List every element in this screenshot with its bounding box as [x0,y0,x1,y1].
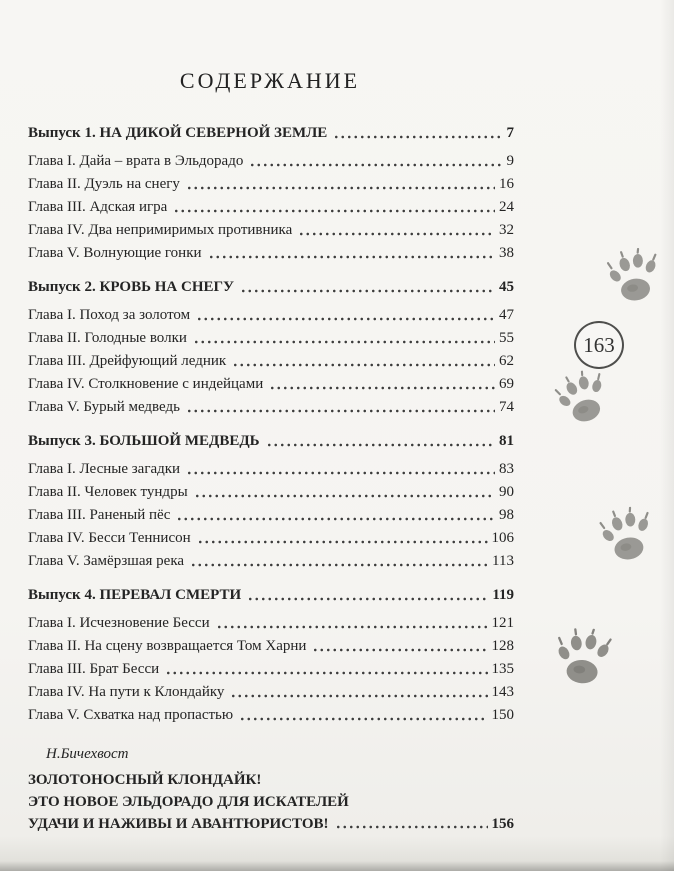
chapter-row [28,635,514,658]
entry-page: 143 [491,684,514,700]
toc-section [28,430,514,573]
entry-title: Глава V. Волнующие гонки [28,245,202,261]
dot-leader [269,384,495,392]
dot-leader [165,669,487,677]
entry-title: Глава IV. Два непримиримых противника [28,222,293,238]
entry-title: Выпуск 3. БОЛЬШОЙ МЕДВЕДЬ [28,433,260,449]
dot-leader [196,315,495,323]
dot-leader [298,230,495,238]
section-header [28,430,514,453]
entry-title: Глава IV. Столкновение с индейцами [28,376,264,392]
entry-title: Глава III. Дрейфующий ледник [28,353,227,369]
bear-paw-print-icon [592,503,659,570]
entry-title: Глава I. Исчезновение Бесси [28,615,210,631]
entry-page: 7 [506,125,514,141]
page-edge-shadow [0,861,674,871]
entry-page: 45 [499,279,514,295]
entry-title: Глава V. Схватка над пропастью [28,707,234,723]
dot-leader [333,133,502,141]
entry-title: Глава IV. На пути к Клондайку [28,684,225,700]
chapter-row [28,681,514,704]
dot-leader [194,492,495,500]
entry-title: Глава IV. Бесси Теннисон [28,530,191,546]
entry-title: Выпуск 1. НА ДИКОЙ СЕВЕРНОЙ ЗЕМЛЕ [28,125,328,141]
toc-section [28,276,514,419]
chapter-row [28,242,514,265]
entry-page: 62 [499,353,514,369]
dot-leader [208,253,495,261]
entry-title: Глава III. Адская игра [28,199,168,215]
entry-title: Глава V. Замёрзшая река [28,553,185,569]
entry-page: 156 [491,816,514,832]
dot-leader [232,361,495,369]
chapter-row [28,481,514,504]
entry-title: Глава I. Поход за золотом [28,307,191,323]
chapter-row [28,196,514,219]
section-header [28,276,514,299]
entry-title: Выпуск 4. ПЕРЕВАЛ СМЕРТИ [28,587,242,603]
dot-leader [230,692,487,700]
entry-page: 81 [499,433,514,449]
appendix-title-line: ЗОЛОТОНОСНЫЙ КЛОНДАЙК! [28,772,262,788]
appendix-title-line: ЭТО НОВОЕ ЭЛЬДОРАДО ДЛЯ ИСКАТЕЛЕЙ [28,794,349,810]
chapter-row [28,550,514,573]
entry-title: Выпуск 2. КРОВЬ НА СНЕГУ [28,279,235,295]
dot-leader [335,823,488,831]
dot-leader [239,715,487,723]
chapter-row [28,373,514,396]
dot-leader [240,287,495,295]
entry-page: 128 [491,638,514,654]
entry-page: 121 [491,615,514,631]
dot-leader [266,441,495,449]
entry-title: Глава II. Дуэль на снегу [28,176,180,192]
chapter-row [28,327,514,350]
chapter-row [28,458,514,481]
entry-title: Глава I. Дайа – врата в Эльдорадо [28,153,244,169]
entry-page: 150 [491,707,514,723]
entry-page: 119 [492,587,514,603]
entry-title: Глава V. Бурый медведь [28,399,180,415]
dot-leader [186,407,495,415]
dot-leader [312,646,487,654]
toc-section [28,122,514,265]
bear-paw-print-icon [600,245,666,311]
dot-leader [173,207,495,215]
dot-leader [247,595,488,603]
toc-sections [28,122,514,727]
entry-page: 9 [506,153,514,169]
entry-title: Глава III. Раненый пёс [28,507,171,523]
entry-title: Глава I. Лесные загадки [28,461,181,477]
entry-title: Глава II. Голодные волки [28,330,187,346]
entry-title: Глава II. На сцену возвращается Том Харни [28,638,307,654]
dot-leader [216,623,488,631]
entry-title: Глава II. Человек тундры [28,484,188,500]
entry-page: 113 [492,553,514,569]
entry-page: 69 [499,376,514,392]
entry-page: 90 [499,484,514,500]
table-of-contents [28,122,514,835]
chapter-row [28,396,514,419]
chapter-row [28,504,514,527]
entry-page: 55 [499,330,514,346]
entry-page: 74 [499,399,514,415]
section-header [28,584,514,607]
dot-leader [190,561,488,569]
dot-leader [176,515,495,523]
chapter-row [28,658,514,681]
dot-leader [197,538,488,546]
chapter-row [28,304,514,327]
appendix-author: Н.Бичехвост [46,746,129,762]
chapter-row [28,350,514,373]
entry-page: 135 [491,661,514,677]
dot-leader [193,338,495,346]
chapter-row [28,173,514,196]
dot-leader [186,184,495,192]
entry-page: 32 [499,222,514,238]
entry-page: 38 [499,245,514,261]
entry-page: 106 [491,530,514,546]
chapter-row [28,612,514,635]
entry-page: 16 [499,176,514,192]
chapter-row [28,527,514,550]
entry-page: 98 [499,507,514,523]
toc-section [28,584,514,727]
entry-title: Глава III. Брат Бесси [28,661,160,677]
dot-leader [249,161,502,169]
appendix-title-row [28,813,514,835]
chapter-row [28,150,514,173]
entry-page: 83 [499,461,514,477]
entry-page: 24 [499,199,514,215]
section-header [28,122,514,145]
entry-title: УДАЧИ И НАЖИВЫ И АВАНТЮРИСТОВ! [28,816,329,832]
entry-page: 47 [499,307,514,323]
page-title: СОДЕРЖАНИЕ [179,68,361,93]
dot-leader [186,469,495,477]
page-number-stamp: 163 [574,321,624,369]
appendix [28,743,514,835]
chapter-row [28,704,514,727]
bear-paw-print-icon [547,365,618,436]
chapter-row [28,219,514,242]
bear-paw-print-icon [549,626,615,692]
